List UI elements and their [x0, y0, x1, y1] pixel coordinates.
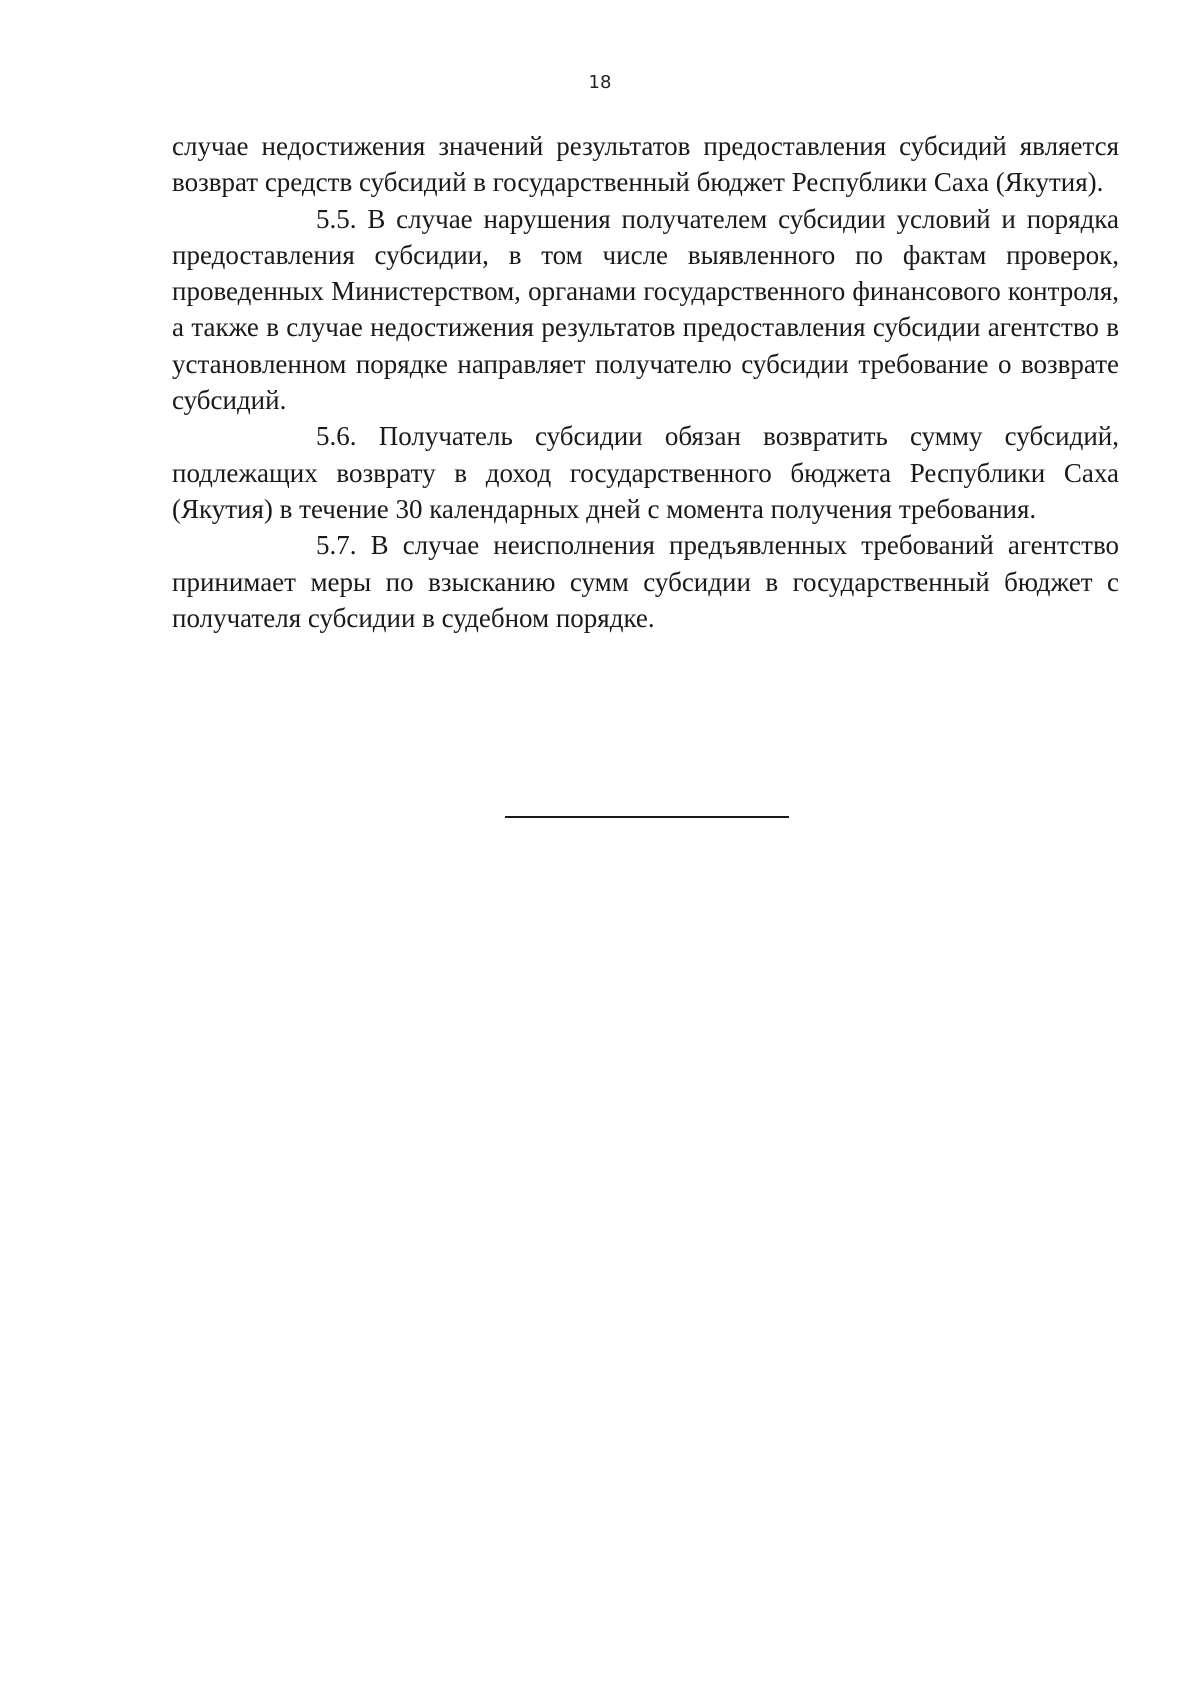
- section-5-6: [172, 418, 1119, 527]
- section-5-7: [172, 527, 1119, 636]
- section-5-5: [172, 201, 1119, 419]
- document-end-line: [505, 816, 789, 818]
- section-text: Получатель субсидии обязан возвратить сумму субсидий, подлежащих возврату в доход государственного бюджета Республики Саха (Якутия) в течение 30 календарных дней с момента получения требования.: [172, 421, 1120, 524]
- page-number: 18: [588, 72, 612, 93]
- section-number: 5.6.: [316, 421, 357, 452]
- paragraph-continuation: случае недостижения значений результатов предоставления субсидий является возврат средств субсидий в государственный бюджет Республики Саха (Якутия).: [172, 131, 1119, 198]
- section-text: В случае нарушения получателем субсидии условий и порядка предоставления субсидии, в том числе выявленного по фактам проверок, проведенных Министерством, органами государственного финансового контроля, а также в случае недостижения результатов предоставления субсидии агентство в установленном порядке направляет получателю субсидии требование о возврате субсидий.: [172, 203, 1119, 416]
- section-text: В случае неисполнения предъявленных требований агентство принимает меры по взысканию сумм субсидии в государственный бюджет с получателя субсидии в судебном порядке.: [172, 530, 1120, 633]
- section-number: 5.7.: [316, 530, 357, 561]
- document-body: [172, 128, 1119, 636]
- section-number: 5.5.: [316, 203, 357, 234]
